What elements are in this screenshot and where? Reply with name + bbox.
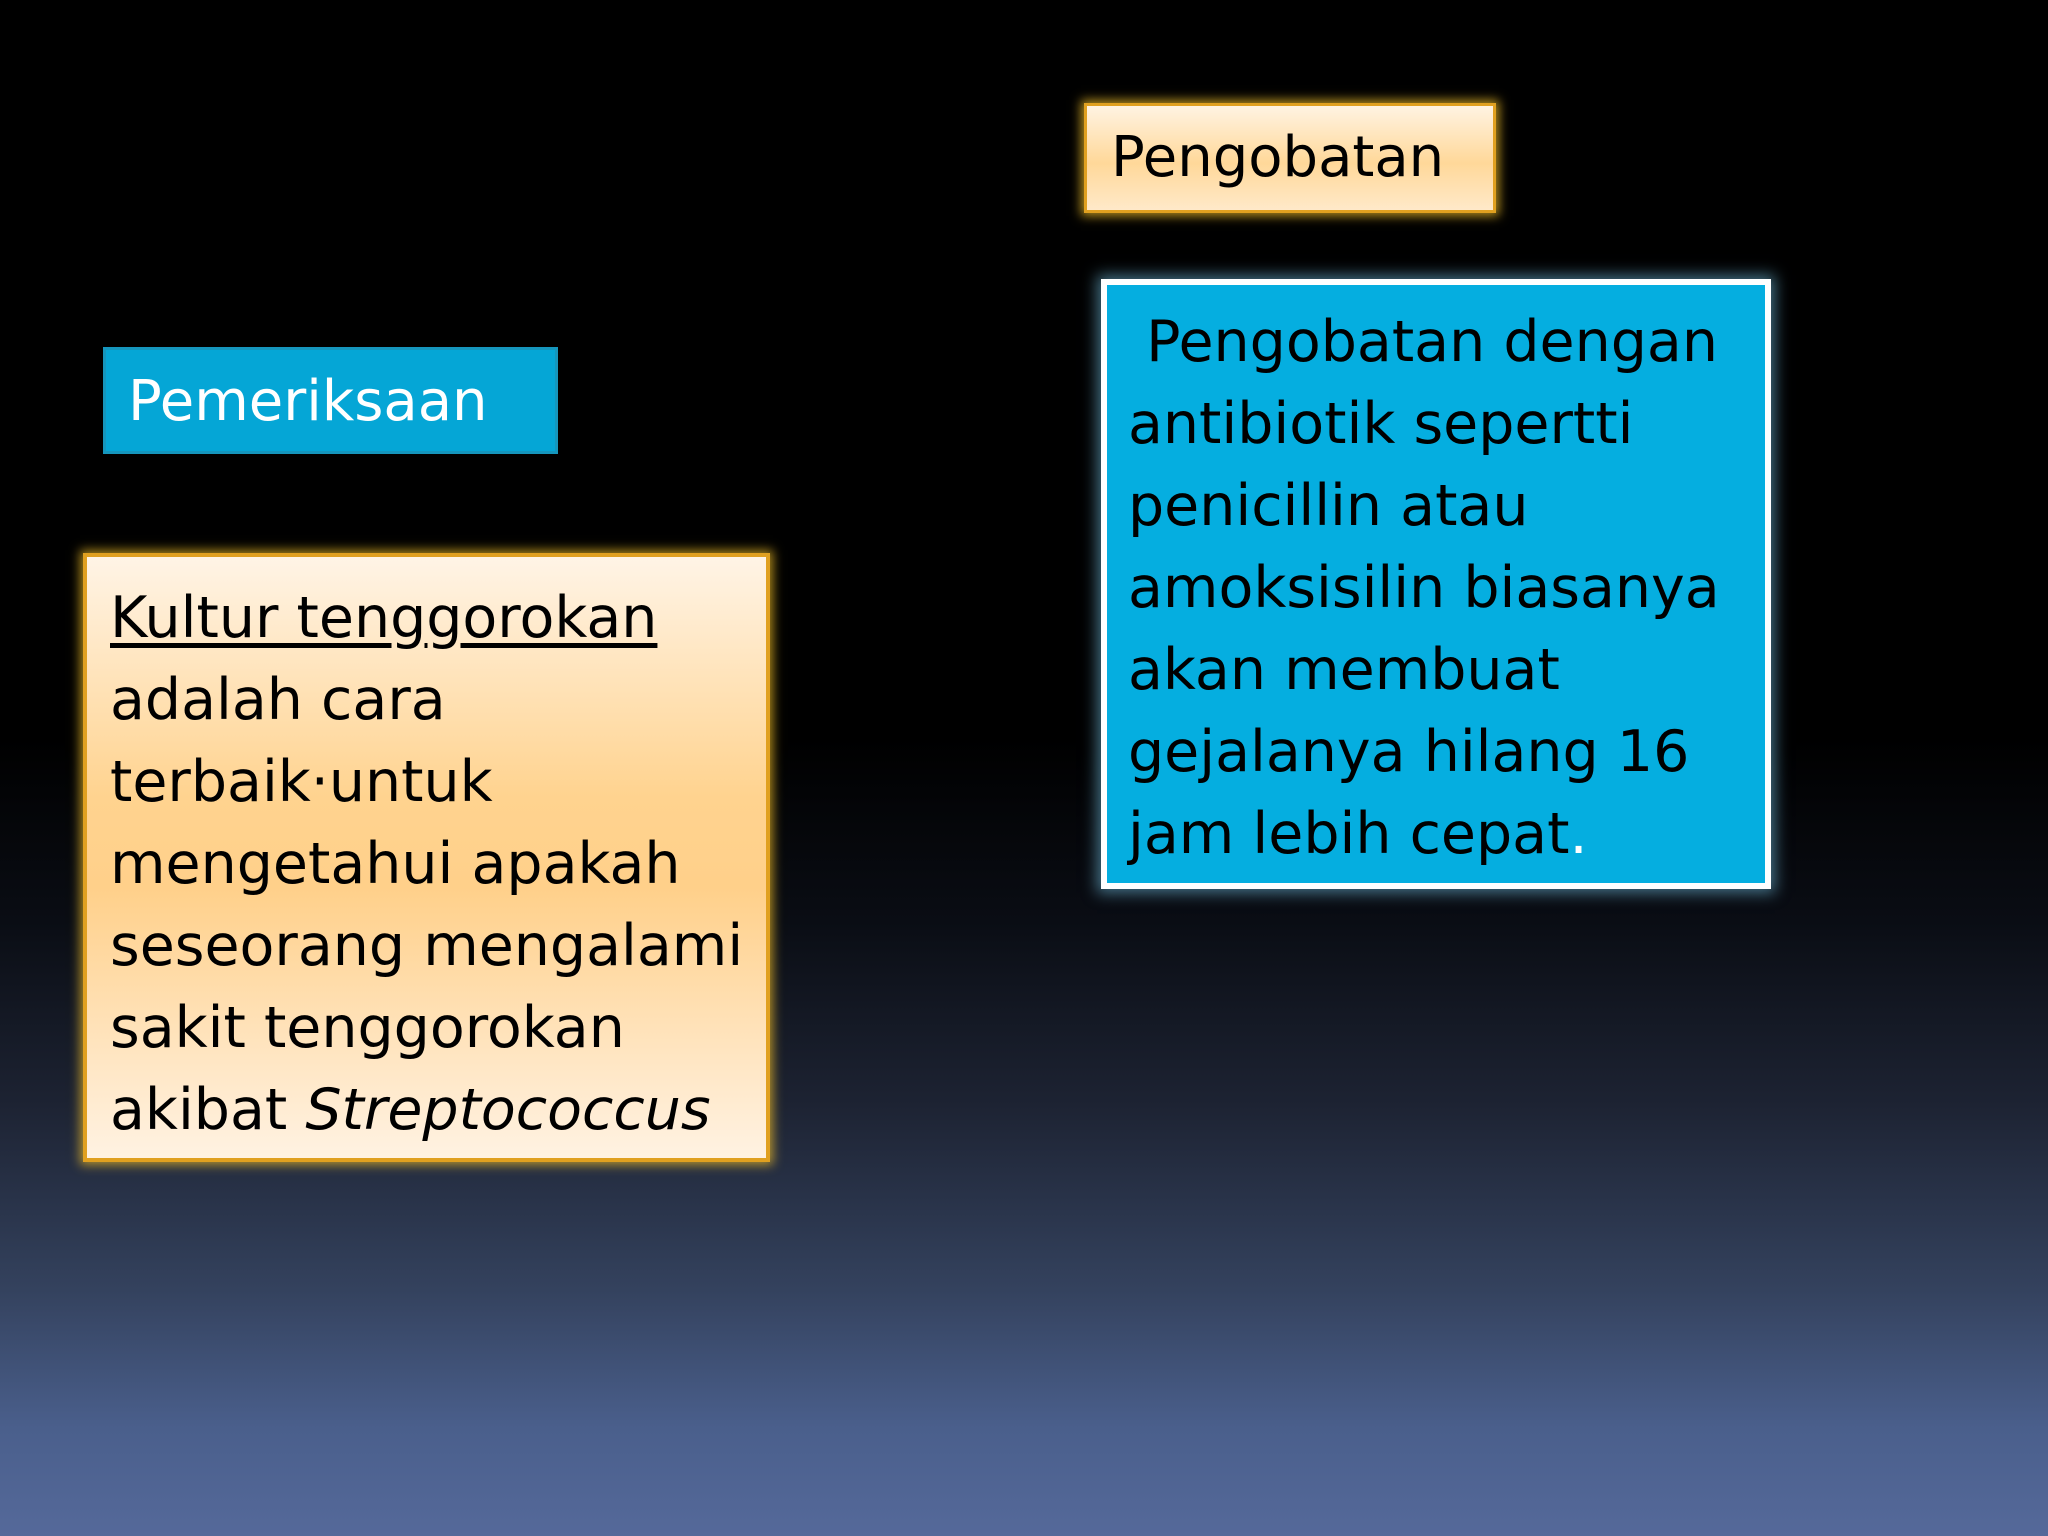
treatment-text-box: [1101, 279, 1771, 889]
treatment-heading: Pengobatan: [1111, 125, 1445, 190]
treatment-trailing-dot: .: [1569, 801, 1588, 867]
examination-lead-line: [110, 577, 756, 659]
examination-line: sakit tenggorokan: [110, 995, 625, 1061]
examination-text-box: [83, 553, 770, 1162]
treatment-last-text: jam lebih cepat: [1128, 801, 1570, 867]
examination-line: adalah cara: [110, 667, 446, 733]
examination-organism-name: Streptococcus: [305, 1077, 711, 1143]
examination-line: seseorang mengalami: [110, 913, 744, 979]
treatment-line: gejalanya hilang 16: [1128, 719, 1690, 785]
treatment-line: amoksisilin biasanya: [1128, 555, 1720, 621]
treatment-line: antibiotik sepertti: [1128, 391, 1634, 457]
examination-heading-box: [103, 347, 558, 454]
treatment-line: penicillin atau: [1128, 473, 1529, 539]
examination-line: mengetahui apakah: [110, 831, 681, 897]
examination-line: terbaik·untuk: [110, 749, 493, 815]
treatment-line: Pengobatan dengan: [1128, 309, 1718, 375]
examination-underlined-lead: Kultur tenggorokan: [110, 585, 658, 651]
examination-last-prefix: akibat: [110, 1077, 306, 1143]
examination-heading: Pemeriksaan: [128, 369, 488, 434]
treatment-heading-box: [1084, 103, 1496, 213]
examination-line-last: [110, 1069, 756, 1151]
treatment-line: akan membuat: [1128, 637, 1560, 703]
treatment-line-last: [1128, 793, 1755, 875]
